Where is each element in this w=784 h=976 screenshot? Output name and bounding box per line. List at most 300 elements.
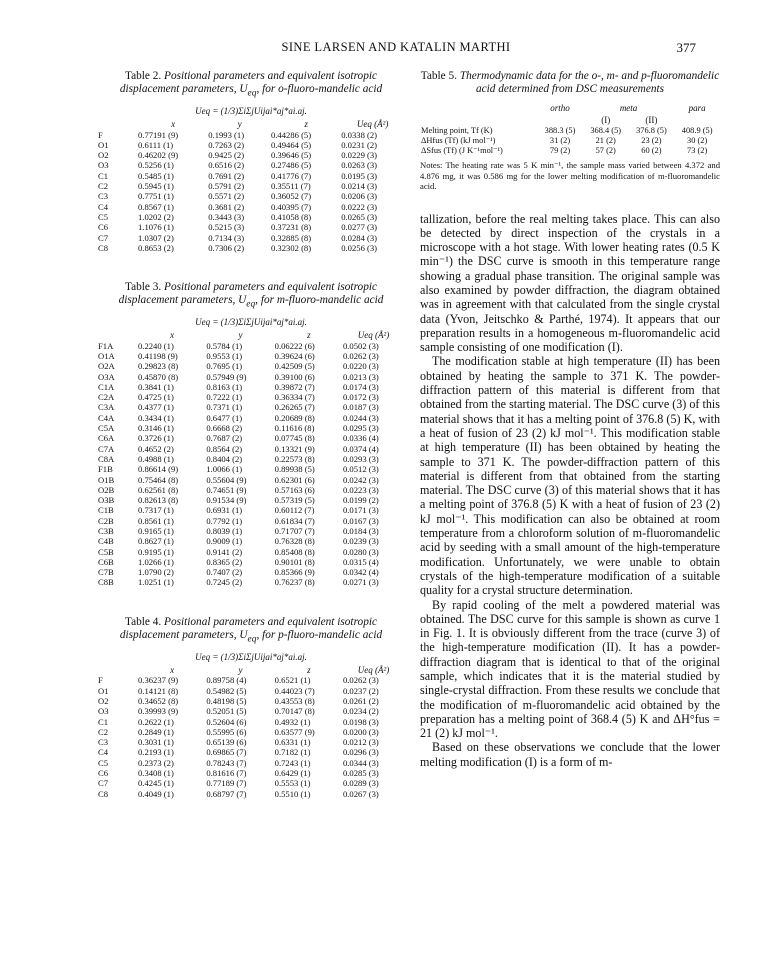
- table-cell: 0.5510 (1): [274, 788, 311, 799]
- table-row: [98, 789, 404, 799]
- table-cell: 0.0336 (4): [342, 433, 379, 444]
- table-cell: 0.91534 (9): [206, 495, 247, 506]
- table-cell: 0.37231 (8): [270, 222, 312, 233]
- table-cell: 0.6668 (2): [206, 423, 243, 434]
- paragraph: tallization, before the real melting takes place. This can also be detected by direct inspection of the crystals in a microscope with a hot stage. With lower heating rates (0.5 K min⁻¹) the DSC curve is smooth in this temperature range showing a gradual phase transition. The original sample was also examined by powder diffraction, the diagram obtained was in agreement with that calculated from the single crystal data (Yvon, Jeitschko & Parthé, 1974). It appears that our preparation results in a homogeneous m-fluoromandelic acid sample consisting of one modification (I).: [420, 211, 720, 355]
- column-header: y: [237, 119, 242, 130]
- table-cell: 1.0266 (1): [138, 556, 174, 567]
- column-header: z: [307, 330, 311, 341]
- table-cell: 0.41776 (7): [270, 170, 312, 181]
- table-row: [98, 505, 404, 515]
- table-cell: 1.0066 (1): [206, 464, 243, 475]
- paragraph: Based on these observations we conclude that the lower melting modification (I) is a form of m-: [420, 740, 720, 769]
- table-cell: 0.39624 (6): [274, 350, 315, 361]
- table-cell: 0.0222 (3): [341, 201, 378, 212]
- table-cell: 0.0187 (3): [342, 402, 379, 413]
- table-row: [98, 727, 404, 737]
- table-row: [98, 557, 404, 567]
- table-cell: 0.6516 (2): [208, 160, 245, 171]
- table-cell: 0.75464 (8): [138, 474, 179, 485]
- table-row: [98, 202, 404, 212]
- atom-label: O1: [98, 139, 109, 150]
- table-cell: 408.9 (5): [681, 126, 713, 135]
- table-cell: 0.0171 (3): [342, 505, 379, 516]
- table-cell: 0.5784 (1): [206, 340, 243, 351]
- atom-label: C2: [98, 181, 109, 192]
- table-2-caption: Table 2. Positional parameters and equivalent isotropic displacement parameters, $U_{eq}$, for o-fluoro-mandelic acid: [119, 70, 383, 99]
- table-cell: 0.0277 (3): [341, 222, 378, 233]
- table-cell: 0.6429 (1): [274, 768, 311, 778]
- table-cell: 0.9195 (1): [138, 546, 174, 557]
- table-cell: 0.34652 (8): [138, 695, 179, 706]
- table-cell: 0.63577 (9): [274, 726, 315, 737]
- atom-label: C7A: [98, 443, 115, 454]
- column-header: [98, 118, 138, 129]
- table-cell: 0.39100 (6): [274, 371, 315, 382]
- table-row: [98, 495, 404, 505]
- table-cell: 0.7407 (2): [206, 567, 243, 578]
- table-row: [98, 475, 404, 485]
- atom-label: C8: [98, 242, 109, 253]
- atom-label: C2A: [98, 392, 115, 403]
- column-header: x: [171, 119, 176, 130]
- table-cell: 0.0234 (2): [342, 706, 379, 717]
- table-cell: 0.1993 (1): [208, 129, 245, 140]
- table-cell: 0.0239 (3): [342, 536, 379, 547]
- table-cell: 1.0251 (1): [138, 577, 174, 588]
- table-row: [420, 146, 720, 156]
- table-cell: 0.13321 (9): [274, 443, 315, 454]
- paragraph: By rapid cooling of the melt a powdered material was obtained. The DSC curve for this sample is shown as curve 1 in Fig. 1. It is obviously different from the trace (curve 3) of the high-temperature modification (II). It has a powder-diffraction diagram that is identical to that of the original sample, which indicates that it is the material studied by single-crystal diffraction. From these results we conclude that the modification of m-fluoromandelic acid obtained by the preparation has a melting point of 368.4 (5) K and ΔH°fus = 21 (2) kJ mol⁻¹.: [420, 597, 720, 741]
- table-cell: 0.44023 (7): [274, 685, 315, 696]
- table-cell: 0.2240 (1): [138, 340, 174, 351]
- table-cell: 31 (2): [549, 136, 571, 145]
- column-header: y: [238, 665, 243, 676]
- table-cell: 0.8564 (2): [206, 443, 243, 454]
- table-cell: 0.20689 (8): [274, 412, 315, 423]
- running-head: SINE LARSEN AND KATALIN MARTHI: [281, 40, 511, 54]
- table-cell: 0.6521 (1): [274, 675, 311, 686]
- table-cell: 0.0229 (3): [341, 150, 378, 161]
- table-row: [98, 444, 404, 454]
- table-cell: 0.4932 (1): [274, 716, 311, 727]
- table-cell: 0.26265 (7): [274, 402, 315, 413]
- atom-label: C6B: [98, 556, 114, 567]
- table-cell: 0.0256 (3): [341, 242, 378, 253]
- table-cell: 0.22573 (8): [274, 453, 315, 464]
- paragraph: The modification stable at high temperature (II) has been obtained by heating the sample to 371 K. The powder-diffraction pattern of this material is different from that obtained from the starting material. The DSC curve (3) of this material shows that it has a melting point of 376.8 (5) K, with a heat of fusion of 23 (2) kJ mol⁻¹. This modification stable at high temperature (II) has been obtained by heating the sample to 371 K. The powder-diffraction pattern of this material is different from that obtained from the starting material. The DSC curve (3) of this material shows that it has a melting point of 376.8 (5) K with a heat of fusion of 23 (2) kJ mol⁻¹. This modification can also be obtained at room temperature from a chloroform solution of m-fluoromandelic acid by seeding with a small amount of the high-temperature modification. Unfortunately, we were unable to obtain crystals of the high-temperature modification of a suitable quality for a crystal structure determination.: [420, 354, 720, 598]
- table-cell: 0.32885 (8): [270, 232, 312, 243]
- table-cell: 0.2373 (2): [138, 757, 174, 768]
- table-row: [98, 778, 404, 788]
- atom-label: C4A: [98, 412, 115, 423]
- table-row: [98, 150, 404, 160]
- table-4-caption: Table 4. Positional parameters and equivalent isotropic displacement parameters, $U_{eq}$, for p-fluoro-mandelic acid: [119, 615, 383, 645]
- table-cell: 0.32302 (8): [270, 242, 312, 253]
- table-cell: 1.0202 (2): [138, 211, 174, 222]
- table-cell: 0.0293 (3): [342, 453, 379, 464]
- table-cell: 0.85366 (9): [274, 567, 315, 578]
- atom-label: C5B: [98, 546, 114, 557]
- table-cell: 0.57163 (6): [274, 484, 315, 495]
- table-cell: 0.0267 (3): [342, 788, 379, 799]
- col-ortho: ortho: [550, 103, 570, 113]
- table-cell: 0.54982 (5): [206, 685, 247, 696]
- left-column: [98, 70, 404, 799]
- table-cell: 0.35511 (7): [270, 181, 311, 192]
- atom-label: O1B: [98, 474, 115, 485]
- atom-label: C8: [98, 788, 109, 799]
- table-cell: 0.6931 (1): [206, 505, 243, 516]
- table-cell: 0.0174 (3): [342, 381, 379, 392]
- table-cell: 1.0790 (2): [138, 567, 174, 578]
- table-row: [98, 547, 404, 557]
- table-5-notes: Notes: The heating rate was 5 K min⁻¹, the sample mass varied between 4.372 and 4.876 mg, it was 0.586 mg for the lower melting modification of m-fluoromandelic acid.: [420, 160, 720, 191]
- table-cell: 0.5256 (1): [138, 160, 174, 171]
- table-cell: 0.60112 (7): [274, 505, 315, 516]
- table-cell: 0.0289 (3): [342, 778, 379, 789]
- table-cell: 0.39872 (7): [274, 381, 315, 392]
- table-cell: 0.8163 (1): [206, 381, 243, 392]
- table-cell: 0.43553 (8): [274, 695, 315, 706]
- table-cell: 0.3726 (1): [138, 433, 174, 444]
- table-row: [98, 536, 404, 546]
- table-cell: 0.69865 (7): [206, 747, 247, 758]
- table-cell: 0.7222 (1): [206, 392, 243, 403]
- table-cell: 0.3443 (3): [208, 211, 245, 222]
- table-row: [98, 706, 404, 716]
- table-cell: 0.82613 (8): [138, 495, 179, 506]
- column-header: z: [307, 665, 311, 676]
- table-cell: 0.90101 (8): [274, 556, 315, 567]
- atom-label: F1A: [98, 340, 114, 351]
- column-header: z: [304, 119, 308, 130]
- table-row: [98, 171, 404, 181]
- column-header: [98, 664, 138, 675]
- table-cell: 0.74651 (9): [206, 484, 247, 495]
- table-cell: 0.4725 (1): [138, 392, 174, 403]
- table-4-label: Table 4.: [124, 615, 162, 628]
- table-cell: 0.0285 (3): [342, 768, 379, 778]
- table-cell: 0.0271 (3): [342, 577, 379, 588]
- table-cell: 57 (2): [595, 146, 616, 155]
- table-cell: 0.7691 (2): [208, 170, 245, 181]
- table-cell: 0.76328 (8): [274, 536, 315, 547]
- table-cell: 0.4652 (2): [138, 443, 174, 454]
- table-cell: 0.14121 (8): [138, 685, 179, 696]
- table-5-caption: Table 5. Thermodynamic data for the o-, m- and p-fluoromandelic acid determined from DSC measurements: [420, 70, 720, 95]
- table-row: [98, 423, 404, 433]
- table-cell: 0.7792 (1): [206, 515, 243, 526]
- table-cell: 0.61834 (7): [274, 515, 315, 526]
- table-cell: 79 (2): [549, 146, 571, 155]
- table-row: [98, 485, 404, 495]
- table-cell: 0.48198 (5): [206, 695, 247, 706]
- atom-label: C3: [98, 737, 109, 748]
- atom-label: C7: [98, 778, 109, 789]
- table-cell: 0.0242 (3): [342, 474, 379, 485]
- table-cell: 0.55604 (9): [206, 474, 247, 485]
- table-row: [98, 361, 404, 371]
- table-cell: 0.77191 (9): [138, 129, 179, 140]
- table-cell: 0.0184 (3): [342, 526, 379, 536]
- table-cell: 0.5945 (1): [138, 181, 174, 192]
- table-row: [98, 567, 404, 577]
- table-cell: 0.6111 (1): [138, 139, 174, 150]
- table-cell: 0.9165 (1): [138, 526, 174, 536]
- table-row: [98, 747, 404, 757]
- atom-label: C8B: [98, 577, 114, 588]
- atom-label: O3: [98, 706, 109, 717]
- table-cell: 0.5791 (2): [208, 181, 245, 192]
- column-header: Ueq (Å²): [357, 665, 390, 676]
- table-row: [98, 675, 404, 685]
- body-text: [420, 212, 720, 770]
- table-row: [420, 126, 720, 136]
- atom-label: C4: [98, 747, 109, 758]
- atom-label: O1A: [98, 350, 115, 361]
- table-cell: 0.0342 (4): [342, 567, 379, 578]
- table-cell: 1.1076 (1): [138, 222, 174, 233]
- table-cell: 0.7317 (1): [138, 505, 174, 516]
- table-4-grid: [98, 664, 404, 799]
- table-row: [98, 686, 404, 696]
- table-3-caption: Table 3. Positional parameters and equivalent isotropic displacement parameters, $U_{eq}$, for m-fluoro-mandelic acid: [118, 281, 384, 310]
- table-cell: 0.8567 (1): [138, 201, 174, 212]
- table-4: [98, 616, 404, 799]
- table-cell: 0.89758 (4): [206, 675, 247, 686]
- table-cell: 60 (2): [641, 146, 662, 155]
- table-cell: 0.49464 (5): [270, 139, 312, 150]
- table-row: [98, 433, 404, 443]
- table-row: [98, 160, 404, 170]
- atom-label: C5: [98, 757, 109, 768]
- table-cell: 0.27486 (5): [270, 160, 312, 171]
- table-5-grid: [420, 102, 720, 156]
- table-cell: 0.36334 (7): [274, 392, 315, 403]
- table-cell: 0.45870 (8): [138, 371, 179, 382]
- atom-label: O3A: [98, 371, 115, 382]
- table-cell: 0.0265 (3): [341, 211, 378, 222]
- table-cell: 0.40395 (7): [270, 201, 312, 212]
- atom-label: O2A: [98, 361, 115, 372]
- table-cell: 0.0296 (3): [342, 747, 379, 758]
- table-cell: 0.9425 (2): [208, 150, 245, 161]
- table-cell: 0.0244 (3): [342, 412, 379, 423]
- table-cell: 0.46202 (9): [138, 150, 179, 161]
- table-cell: 376.8 (5): [636, 126, 667, 135]
- table-cell: 0.0338 (2): [341, 129, 378, 140]
- atom-label: O3B: [98, 495, 115, 506]
- row-label: ΔSfus (Tf) (J K⁻¹mol⁻¹): [421, 146, 503, 155]
- table-cell: 0.7243 (1): [274, 757, 311, 768]
- table-cell: 0.8404 (2): [206, 453, 243, 464]
- atom-label: C7: [98, 232, 109, 243]
- table-cell: 0.11616 (8): [274, 423, 315, 434]
- table-cell: 0.5215 (3): [208, 222, 245, 233]
- table-row: [98, 737, 404, 747]
- atom-label: C4B: [98, 536, 114, 547]
- table-row: [98, 516, 404, 526]
- table-cell: 30 (2): [687, 136, 708, 145]
- atom-label: C2: [98, 726, 109, 737]
- atom-label: O2: [98, 695, 109, 706]
- table-cell: 388.3 (5): [544, 126, 576, 135]
- atom-label: C2B: [98, 515, 114, 526]
- table-cell: 0.2193 (1): [138, 747, 174, 758]
- atom-label: C5A: [98, 423, 115, 434]
- row-label: Melting point, Tf (K): [421, 126, 493, 135]
- table-cell: 0.71707 (7): [274, 526, 315, 536]
- table-row: [98, 577, 404, 587]
- table-2: [98, 70, 404, 253]
- table-cell: 0.0344 (3): [342, 757, 379, 768]
- table-2-label: Table 2.: [124, 70, 162, 82]
- column-header: Ueq (Å²): [357, 330, 390, 341]
- table-3-label: Table 3.: [124, 281, 162, 294]
- table-cell: 0.7751 (1): [138, 191, 174, 202]
- table-row: [98, 351, 404, 361]
- table-cell: 0.41198 (9): [138, 350, 178, 361]
- table-cell: 0.3408 (1): [138, 768, 174, 778]
- atom-label: O3: [98, 160, 109, 171]
- table-row: [98, 464, 404, 474]
- atom-label: C3B: [98, 526, 114, 536]
- table-cell: 0.0198 (3): [342, 716, 379, 727]
- table-cell: 0.9553 (1): [206, 350, 243, 361]
- atom-label: C3A: [98, 402, 115, 413]
- table-row: [98, 243, 404, 253]
- table-cell: 0.4988 (1): [138, 453, 174, 464]
- table-cell: 0.44286 (5): [270, 129, 312, 140]
- table-cell: 0.76237 (8): [274, 577, 315, 588]
- table-cell: 0.0295 (3): [342, 423, 379, 434]
- page-header: [96, 40, 696, 62]
- table-cell: 0.55995 (6): [206, 726, 247, 737]
- table-cell: 0.77189 (7): [206, 778, 247, 789]
- atom-label: C1A: [98, 381, 115, 392]
- table-cell: 0.8365 (2): [206, 556, 243, 567]
- table-cell: 0.0231 (2): [341, 139, 378, 150]
- table-cell: 0.86614 (9): [138, 464, 179, 475]
- table-cell: 0.4049 (1): [138, 788, 174, 799]
- table-cell: 0.07745 (8): [274, 433, 315, 444]
- table-row: [98, 130, 404, 140]
- table-row: [98, 341, 404, 351]
- table-cell: 0.7695 (1): [206, 361, 243, 372]
- table-cell: 0.3146 (1): [138, 423, 174, 434]
- table-cell: 0.0262 (3): [342, 350, 379, 361]
- table-3-grid: [98, 329, 404, 587]
- column-header: y: [238, 330, 243, 341]
- table-cell: 0.7182 (1): [274, 747, 311, 758]
- row-label: ΔHfus (Tf) (kJ mol⁻¹): [421, 136, 496, 145]
- table-row: [98, 717, 404, 727]
- table-row: [98, 233, 404, 243]
- table-cell: 0.41058 (8): [270, 211, 312, 222]
- table-5-label: Table 5.: [420, 70, 457, 82]
- table-3: [98, 281, 404, 588]
- atom-label: O1: [98, 685, 109, 696]
- table-cell: 0.7306 (2): [208, 242, 245, 253]
- table-row: [98, 181, 404, 191]
- column-header: x: [170, 330, 175, 341]
- table-cell: 0.9141 (2): [206, 546, 243, 557]
- table-cell: 0.0199 (2): [342, 495, 379, 506]
- table-cell: 0.7687 (2): [206, 433, 243, 444]
- col-meta: meta: [619, 103, 638, 113]
- table-cell: 0.0315 (4): [342, 556, 379, 567]
- table-cell: 0.4245 (1): [138, 778, 174, 789]
- table-row: [98, 222, 404, 232]
- table-cell: 0.62561 (8): [138, 484, 179, 495]
- table-cell: 0.8653 (2): [138, 242, 174, 253]
- table-cell: 0.0262 (3): [342, 675, 379, 686]
- table-row: [98, 382, 404, 392]
- table-cell: 0.0172 (3): [342, 392, 379, 403]
- table-row: [98, 454, 404, 464]
- atom-label: C1B: [98, 505, 114, 516]
- column-header: [98, 329, 138, 340]
- table-cell: 0.0206 (3): [341, 191, 378, 202]
- table-cell: 0.0214 (3): [341, 181, 378, 192]
- table-cell: 0.7134 (3): [208, 232, 245, 243]
- table-row: [98, 402, 404, 412]
- table-cell: 0.89938 (5): [274, 464, 315, 475]
- table-cell: 0.0280 (3): [342, 546, 379, 557]
- table-cell: 0.4377 (1): [138, 402, 174, 413]
- table-cell: 0.3681 (2): [208, 201, 245, 212]
- column-header: x: [170, 665, 175, 676]
- atom-label: C7B: [98, 567, 114, 578]
- table-cell: 0.9009 (1): [206, 536, 243, 547]
- table-cell: 21 (2): [595, 136, 616, 145]
- atom-label: C8A: [98, 453, 115, 464]
- table-cell: 0.0200 (3): [342, 726, 379, 737]
- table-2-formula: Ueq = (1/3)ΣiΣjUijai*aj*ai.aj.: [195, 106, 307, 117]
- table-cell: 0.0374 (4): [342, 443, 379, 454]
- table-cell: 0.29823 (8): [138, 361, 179, 372]
- table-cell: 0.0212 (3): [342, 737, 379, 748]
- table-cell: 0.52051 (5): [206, 706, 247, 717]
- table-cell: 0.0195 (3): [341, 170, 378, 181]
- table-cell: 0.0512 (3): [342, 464, 379, 475]
- atom-label: F: [98, 675, 103, 686]
- atom-label: C6: [98, 768, 109, 778]
- table-cell: 0.3434 (1): [138, 412, 174, 423]
- table-cell: 0.0237 (2): [342, 685, 379, 696]
- table-cell: 0.3031 (1): [138, 737, 174, 748]
- table-row: [98, 140, 404, 150]
- table-cell: 0.70147 (8): [274, 706, 315, 717]
- table-cell: 73 (2): [687, 146, 708, 155]
- table-cell: 0.2622 (1): [138, 716, 174, 727]
- table-cell: 23 (2): [641, 136, 662, 145]
- right-column: [420, 70, 720, 769]
- atom-label: C1: [98, 716, 109, 727]
- atom-label: C6: [98, 222, 109, 233]
- table-cell: 0.0223 (3): [342, 484, 379, 495]
- table-cell: 0.0502 (3): [342, 340, 379, 351]
- table-cell: 0.78243 (7): [206, 757, 247, 768]
- table-cell: 0.0167 (3): [342, 515, 379, 526]
- table-cell: 0.8039 (1): [206, 526, 243, 536]
- table-cell: 0.57949 (9): [206, 371, 247, 382]
- table-cell: 0.0261 (2): [342, 695, 379, 706]
- atom-label: F1B: [98, 464, 113, 475]
- table-2-grid: [98, 118, 404, 253]
- atom-label: C3: [98, 191, 109, 202]
